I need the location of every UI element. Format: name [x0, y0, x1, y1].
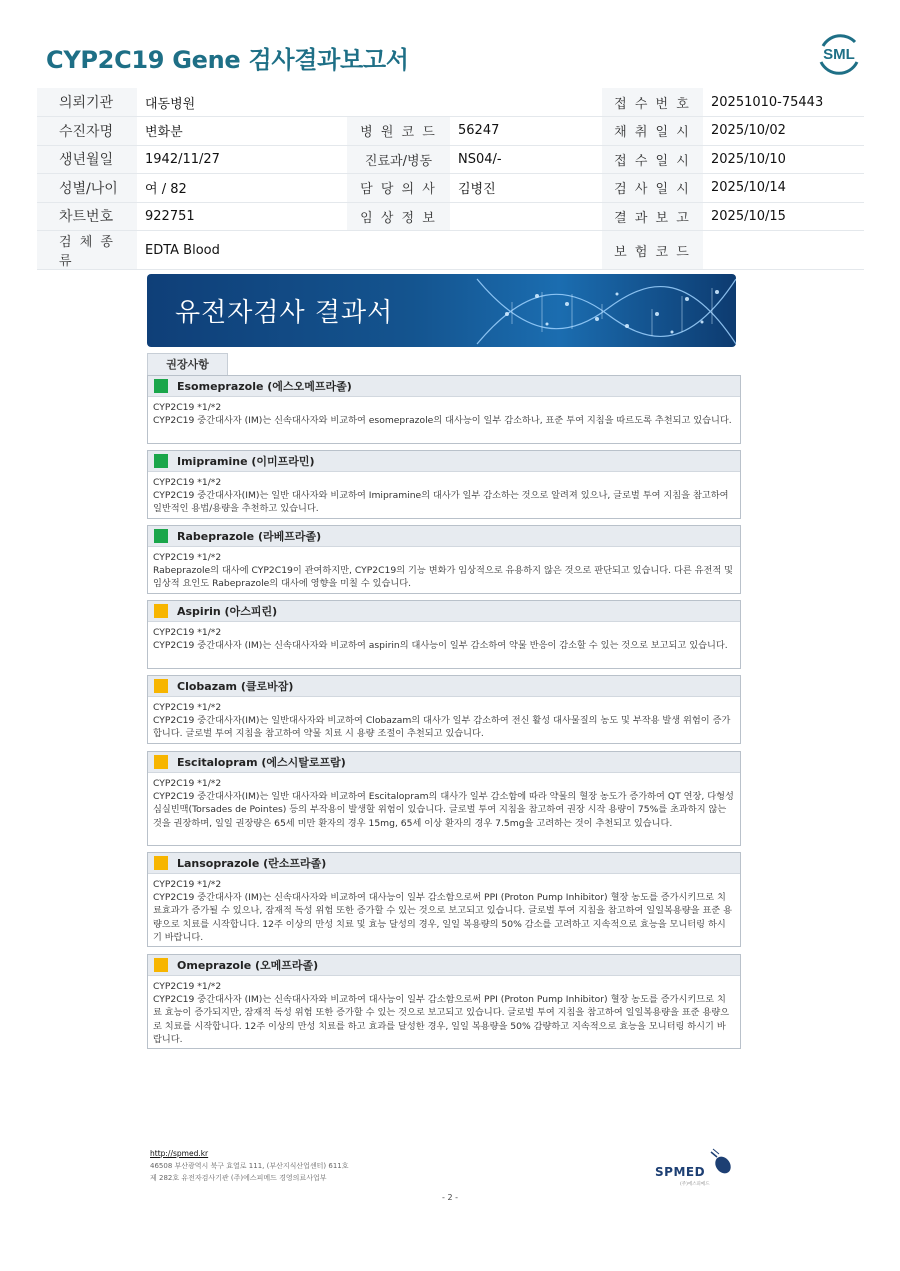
level-swatch-icon: [154, 454, 168, 468]
specimen-label: 검 체 종 류: [37, 231, 137, 270]
recommendation-text: Rabeprazole의 대사에 CYP2C19이 관여하지만, CYP2C19의 기능 변화가 임상적으로 유용하지 않은 것으로 판단되고 있습니다. 다른 유전적 및 임상적 요인도 Rabeprazole의 대사에 영향을 미칠 수 있습니다.: [153, 565, 734, 590]
card-body: [148, 874, 740, 948]
card-body: [148, 397, 740, 431]
receipt-no-label: 접 수 번 호: [602, 88, 703, 117]
chart-no-label: 차트번호: [37, 202, 137, 231]
hospital-code-value: 56247: [450, 117, 602, 146]
info-row: [37, 202, 864, 231]
card-body: [148, 622, 740, 656]
card-header: [148, 853, 740, 874]
dept-value: NS04/-: [450, 145, 602, 174]
birth-label: 생년월일: [37, 145, 137, 174]
footer-address-block: [150, 1160, 349, 1184]
footer-address: 46508 부산광역시 북구 효열로 111, (부산지식산업센터) 611호: [150, 1162, 349, 1170]
info-row: [37, 174, 864, 203]
page-number: - 2 -: [442, 1193, 458, 1202]
doctor-value: 김병진: [450, 174, 602, 203]
info-row: [37, 88, 864, 117]
receipt-date-value: 2025/10/10: [703, 145, 864, 174]
collection-date-label: 채 취 일 시: [602, 117, 703, 146]
drug-name: Imipramine (이미프라민): [177, 455, 315, 468]
recommendation-text: CYP2C19 중간대사자 (IM)는 신속대사자와 비교하여 aspirin의 대사능이 일부 감소하여 약물 반응이 감소할 수 있는 것으로 보고되고 있습니다.: [153, 640, 728, 652]
test-date-label: 검 사 일 시: [602, 174, 703, 203]
hospital-code-label: 병 원 코 드: [347, 117, 450, 146]
recommendation-text: CYP2C19 중간대사자 (IM)는 신속대사자와 비교하여 esomeprazole의 대사능이 일부 감소하나, 표준 투여 지침을 따르도록 추천되고 있습니다.: [153, 415, 732, 427]
level-swatch-icon: [154, 679, 168, 693]
genotype-text: CYP2C19 *1/*2: [153, 981, 222, 992]
doctor-label: 담 당 의 사: [347, 174, 450, 203]
level-swatch-icon: [154, 604, 168, 618]
card-body: [148, 547, 740, 595]
result-banner: [147, 274, 736, 347]
recommendation-card: [147, 675, 741, 744]
chart-no-value: 922751: [137, 202, 347, 231]
recommendation-card: [147, 525, 741, 594]
collection-date-value: 2025/10/02: [703, 117, 864, 146]
card-body: [148, 976, 740, 1050]
level-swatch-icon: [154, 529, 168, 543]
card-header: [148, 955, 740, 976]
institution-value: 대동병원: [137, 88, 347, 117]
recommendation-text: CYP2C19 중간대사자 (IM)는 신속대사자와 비교하여 대사능이 일부 감소함으로써 PPI (Proton Pump Inhibitor) 혈장 농도를 증가시키므로 치료 효능이 증가되지만, 잠재적 독성 위험 또한 증가할 수 있는 것으로 보고되고 있습니다. 글로벌 투여 지침을 참고하여 일일복용량을 표준 용량으로 치료를 시작합니다. 12주 이상의 만성 치료를 하고 효과를 달성한 경우, 일일 복용량을 50% 감량하고 지속적으로 효능을 모니터링 하시기 바랍니다.: [153, 994, 730, 1045]
drug-name: Rabeprazole (라베프라졸): [177, 530, 322, 543]
sex-age-label: 성별/나이: [37, 174, 137, 203]
genotype-text: CYP2C19 *1/*2: [153, 879, 222, 890]
info-row: [37, 231, 864, 270]
recommendation-card: [147, 954, 741, 1049]
card-body: [148, 773, 740, 834]
recommendation-card: [147, 600, 741, 669]
recommendation-text: CYP2C19 중간대사자(IM)는 일반 대사자와 비교하여 Escitalopram의 대사가 일부 감소함에 따라 약물의 혈장 농도가 증가하여 QT 연장, 다형성 심실빈맥(Torsades de Pointes) 등의 부작용이 발생할 위험이 있습니다. 글로벌 투여 지침을 참고하여 권장 시작 용량이 75%를 초과하지 않는 것을 권장하며, 일일 권장량은 65세 미만 환자의 경우 15mg, 65세 이상 환자의 경우 7.5mg을 고려하는 것이 추천되고 있습니다.: [153, 791, 734, 829]
card-body: [148, 472, 740, 520]
info-row: [37, 117, 864, 146]
sml-logo: [815, 30, 863, 76]
recommendation-card: [147, 751, 741, 846]
genotype-text: CYP2C19 *1/*2: [153, 778, 222, 789]
card-header: [148, 752, 740, 773]
genotype-text: CYP2C19 *1/*2: [153, 552, 222, 563]
sml-logo-text: SML: [823, 46, 855, 63]
sex-age-value: 여 / 82: [137, 174, 347, 203]
card-header: [148, 376, 740, 397]
recommendation-card: [147, 450, 741, 519]
spmed-logo-subtext: (주)에스피메드: [680, 1182, 710, 1187]
card-header: [148, 451, 740, 472]
institution-label: 의뢰기관: [37, 88, 137, 117]
report-date-value: 2025/10/15: [703, 202, 864, 231]
level-swatch-icon: [154, 958, 168, 972]
info-row: [37, 145, 864, 174]
receipt-date-label: 접 수 일 시: [602, 145, 703, 174]
drug-name: Omeprazole (오메프라졸): [177, 959, 319, 972]
clinical-value: [450, 202, 602, 231]
level-swatch-icon: [154, 856, 168, 870]
recommendation-text: CYP2C19 중간대사자 (IM)는 신속대사자와 비교하여 대사능이 일부 감소함으로써 PPI (Proton Pump Inhibitor) 혈장 농도를 증가시키므로 치료효과가 증가될 수 있으나, 잠재적 독성 위험 또한 증가할 수 있는 것으로 보고되고 있습니다. 글로벌 투여 지침을 참고하여 일일복용량을 표준 용량으로 치료를 시작합니다. 12주 이상의 만성 치료 및 효능 달성의 경우, 일일 복용량의 50% 감소를 고려하고 지속적으로 효능을 모니터링 하시기 바랍니다.: [153, 892, 733, 943]
genotype-text: CYP2C19 *1/*2: [153, 627, 222, 638]
recommendation-card: [147, 852, 741, 947]
drug-name: Aspirin (아스피린): [177, 605, 278, 618]
report-title: CYP2C19 Gene 검사결과보고서: [46, 46, 409, 74]
receipt-no-value: 20251010-75443: [703, 88, 864, 117]
drug-name: Escitalopram (에스시탈로프람): [177, 756, 346, 769]
drug-name: Esomeprazole (에스오메프라졸): [177, 380, 352, 393]
recommendation-card: [147, 375, 741, 444]
genotype-text: CYP2C19 *1/*2: [153, 477, 222, 488]
insurance-value: [703, 231, 864, 270]
patient-info-table: [37, 88, 864, 270]
footer-url-link[interactable]: http://spmed.kr: [150, 1149, 209, 1158]
recommendation-text: CYP2C19 중간대사자(IM)는 일반대사자와 비교하여 Clobazam의 대사가 일부 감소하여 전신 활성 대사물질의 농도 및 부작용 발생 위험이 증가합니다. 글로벌 투여 지침을 참고하여 약물 치료 시 용량 조절이 추천되고 있습니다.: [153, 715, 731, 740]
banner-title: 유전자검사 결과서: [175, 298, 394, 328]
recommendation-text: CYP2C19 중간대사자(IM)는 일반 대사자와 비교하여 Imipramine의 대사가 일부 감소하는 것으로 알려져 있으나, 글로벌 투여 지침을 참고하여 일반적인 용법/용량을 추천하고 있습니다.: [153, 490, 729, 515]
card-header: [148, 601, 740, 622]
specimen-value: EDTA Blood: [137, 231, 347, 270]
birth-value: 1942/11/27: [137, 145, 347, 174]
spmed-logo-text: SPMED: [655, 1165, 706, 1179]
drug-name: Lansoprazole (란소프라졸): [177, 857, 327, 870]
level-swatch-icon: [154, 379, 168, 393]
patient-label: 수진자명: [37, 117, 137, 146]
footer-license: 제 282호 유전자검사기관 (주)에스피메드 경영의료사업부: [150, 1174, 327, 1182]
card-body: [148, 697, 740, 745]
card-header: [148, 526, 740, 547]
genotype-text: CYP2C19 *1/*2: [153, 702, 222, 713]
test-date-value: 2025/10/14: [703, 174, 864, 203]
dept-label: 진료과/병동: [347, 145, 450, 174]
insurance-label: 보 험 코 드: [602, 231, 703, 270]
report-date-label: 결 과 보 고: [602, 202, 703, 231]
level-swatch-icon: [154, 755, 168, 769]
genotype-text: CYP2C19 *1/*2: [153, 402, 222, 413]
patient-value: 변화분: [137, 117, 347, 146]
drug-name: Clobazam (클로바잠): [177, 680, 294, 693]
clinical-label: 임 상 정 보: [347, 202, 450, 231]
card-header: [148, 676, 740, 697]
recommendations-tab: 권장사항: [147, 353, 228, 375]
